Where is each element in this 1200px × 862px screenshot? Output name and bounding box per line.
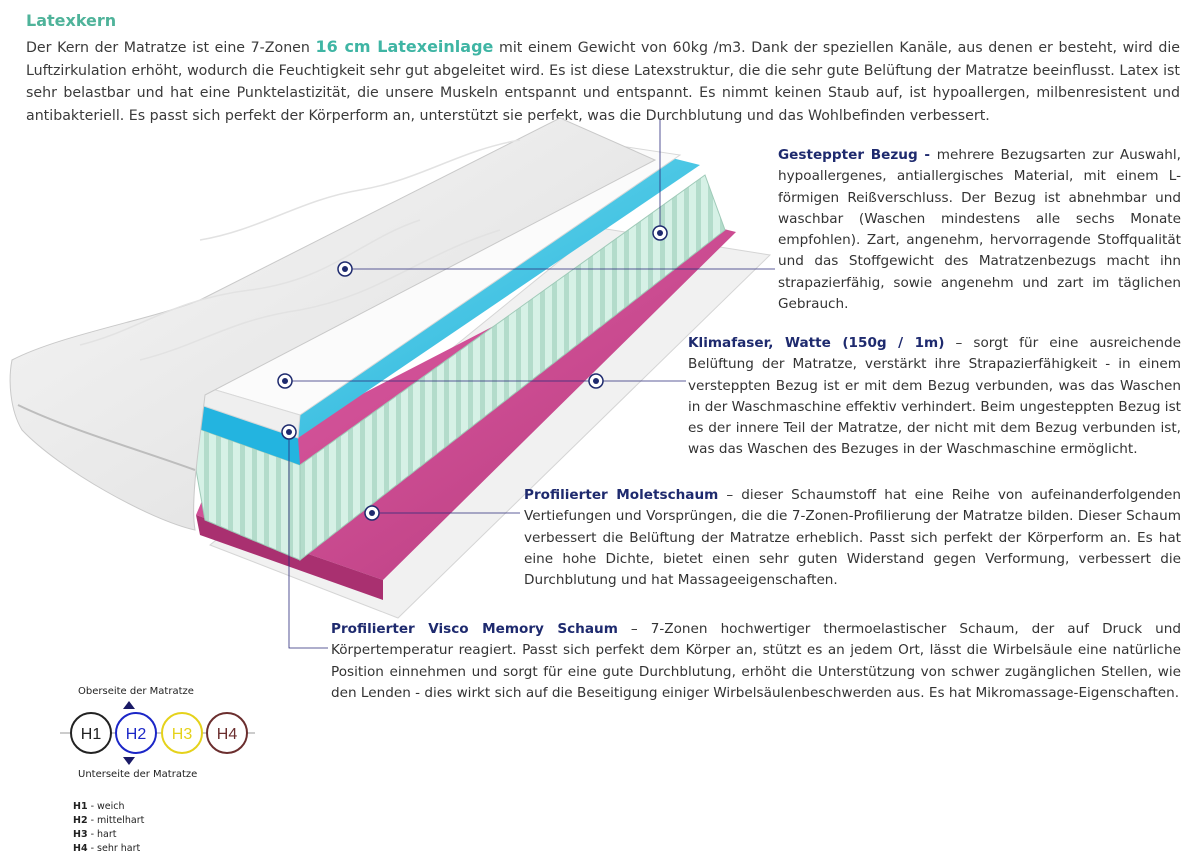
legend-item	[73, 800, 144, 814]
arrow-up-icon	[123, 701, 135, 709]
legend-desc: - hart	[87, 829, 117, 840]
legend-code: H2	[73, 815, 88, 826]
layer-moletschaum-text: dieser Schaumstoff hat eine Reihe von aufeinanderfolgenden Vertiefungen und Vorsprüngen, die die 7-Zonen-Profilierung der Matratze bilden. Dieser Schaum verbessert die Belüftung der Matratze erheblich. Passt sich perfekt der Körperform an. Es hat eine hohe Dichte, bietet einen sehr guten Widerstand gegen Verformung, verbessert die Durchblutung und hat Massageeigenschaften.	[524, 487, 1181, 589]
intro-text-a: Der Kern der Matratze ist eine 7-Zonen	[26, 40, 316, 56]
hardness-bottom-label: Unterseite der Matratze	[78, 769, 198, 780]
legend-item	[73, 842, 144, 856]
intro-highlight: 16 cm Latexeinlage	[315, 37, 494, 56]
hardness-circle-h3	[162, 713, 202, 753]
legend-code: H1	[73, 801, 88, 812]
layer-visco-description	[331, 619, 1181, 704]
hardness-diagram	[60, 698, 260, 768]
layer-fibre-description	[688, 333, 1181, 461]
hardness-legend	[73, 800, 144, 856]
layer-fibre-title: Klimafaser, Watte (150g / 1m)	[688, 335, 945, 351]
hardness-circle-h4	[207, 713, 247, 753]
legend-code: H4	[73, 843, 88, 854]
legend-desc: - sehr hart	[87, 843, 141, 854]
legend-item	[73, 828, 144, 842]
layer-cover-description	[778, 145, 1181, 315]
layer-cover-title: Gesteppter Bezug	[778, 147, 918, 163]
layer-cover-text: mehrere Bezugsarten zur Auswahl, hypoallergenes, antiallergisches Material, mit einem L-förmigen Reißverschluss. Der Bezug ist abnehmbar und waschbar (Waschen mindestens alle sechs Monate empfohlen). Zart, angenehm, hervorragende Stoffqualität und das Stoffgewicht des Matratzenbezugs macht ihn strapazierfähig, sowie angenehm und zart im täglichen Gebrauch.	[778, 147, 1181, 313]
layer-fibre-separator: –	[944, 335, 974, 351]
intro-text-b: mit einem Gewicht von 60kg /m3. Dank der speziellen Kanäle, aus denen er besteht, wird die Luftzirkulation erhöht, wodurch die Feuchtigkeit sehr gut abgeleitet wird. Es ist diese Latexstruktur, die die sehr gute Belüftung der Matratze beeinflusst. Latex ist sehr belastbar und hat eine Punktelastizität, die unsere Muskeln entspannt und entspannt. Es nimmt keinen Staub auf, ist hypoallergen, milbenresistent und antibakteriell. Es passt sich perfekt der Körperform an, unterstützt sie perfekt, was die Durchblutung und das Wohlbefinden verbessert.	[26, 40, 1180, 124]
callout-dot-moletschaum	[365, 506, 379, 520]
layer-fibre-text: sorgt für eine ausreichende Belüftung der Matratze, verstärkt ihre Strapazierfähigkeit - in einem versteppten Bezug ist er mit dem Bezug verbunden, was das Waschen in der Waschmaschine effektiv verhindert. Beim ungesteppten Bezug ist es der innere Teil der Matratze, der nicht mit dem Bezug verbunden ist, was das Waschen des Bezuges in der Waschmaschine ermöglicht.	[688, 335, 1181, 458]
hardness-h4-text: H4	[216, 726, 238, 743]
legend-item	[73, 814, 144, 828]
layer-visco-separator: –	[617, 621, 651, 637]
hardness-circle-h2	[116, 713, 156, 753]
layer-moletschaum-description	[524, 485, 1181, 591]
callout-dot-fibre-2	[589, 374, 603, 388]
hardness-top-label: Oberseite der Matratze	[78, 686, 194, 697]
legend-desc: - mittelhart	[87, 815, 145, 826]
callout-dot-visco	[282, 425, 296, 439]
layer-moletschaum-title: Profilierter Moletschaum	[524, 487, 719, 503]
hardness-h3-text: H3	[171, 726, 193, 743]
hardness-h2-text: H2	[125, 726, 147, 743]
layer-moletschaum-separator: –	[718, 487, 742, 503]
legend-code: H3	[73, 829, 88, 840]
callout-dot-fibre	[278, 374, 292, 388]
callout-dot-cover	[338, 262, 352, 276]
layer-visco-text: 7-Zonen hochwertiger thermoelastischer Schaum, der auf Druck und Körpertemperatur reagiert. Passt sich perfekt dem Körper an, stützt es an jedem Ort, lässt die Wirbelsäule eine natürliche Position einnehmen und sorgt für eine gute Durchblutung, erhöht die Unterstützung von schwer zugänglichen Stellen, wie den Lenden - dies wirkt sich auf die Beseitigung einiger Wirbelsäulenbeschwerden aus. Es hat Mikromassage-Eigenschaften.	[331, 621, 1181, 701]
section-title: Latexkern	[26, 11, 117, 30]
layer-visco-title: Profilierter Visco Memory Schaum	[331, 621, 618, 637]
hardness-circle-h1	[71, 713, 111, 753]
hardness-h1-text: H1	[80, 726, 102, 743]
arrow-down-icon	[123, 757, 135, 765]
layer-cover-separator: -	[917, 147, 937, 163]
legend-desc: - weich	[87, 801, 125, 812]
callout-dot-cover-2	[653, 226, 667, 240]
